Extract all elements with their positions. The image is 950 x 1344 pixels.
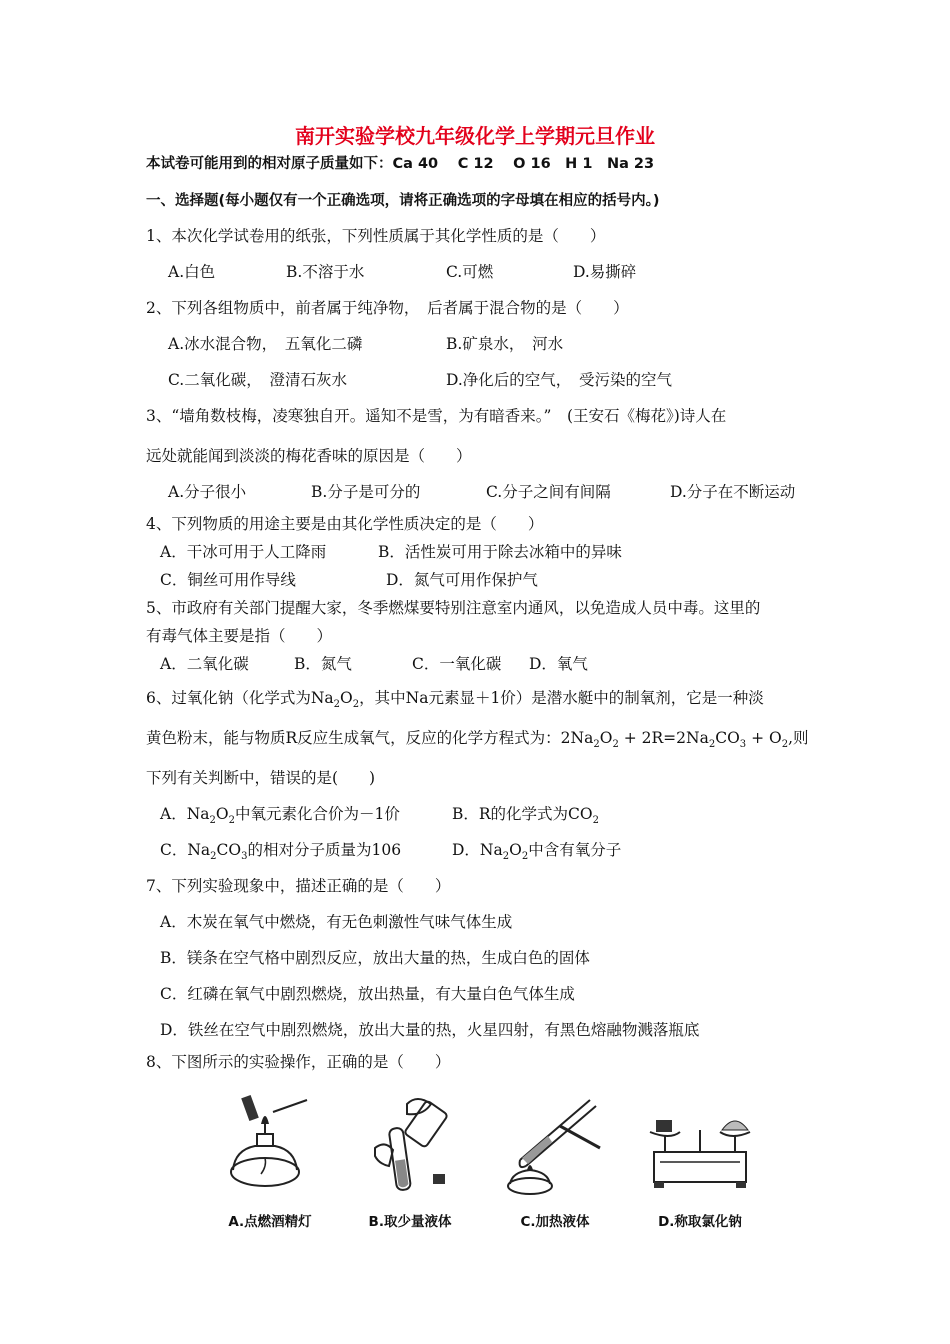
atomic-mass-note: 本试卷可能用到的相对原子质量如下：Ca 40 C 12 O 16 H 1 Na 23 (146, 156, 655, 172)
alcohol-lamp-lighting-icon (215, 1090, 325, 1200)
q8-figure-row (200, 1090, 770, 1240)
q6-stem-line2: 黄色粉末，能与物质R反应生成氧气，反应的化学方程式为：$2Na_2O_2 + 2R=2Na_2CO_3 + O_2$,则 (146, 729, 809, 751)
balance-scale-icon (640, 1090, 760, 1200)
q5-option-d: D．氧气 (529, 655, 588, 673)
q6-stem-line3: 下列有关判断中，错误的是( ) (146, 769, 376, 787)
q2-option-b: B.矿泉水， 河水 (446, 335, 564, 353)
q7-option-c: C．红磷在氧气中剧烈燃烧，放出热量，有大量白色气体生成 (160, 985, 575, 1003)
q6-option-c: C．$Na_2CO_3$的相对分子质量为106 (160, 841, 402, 863)
q4-option-d: D．氮气可用作保护气 (386, 571, 538, 589)
q1-option-d: D.易撕碎 (573, 263, 637, 281)
q5-option-a: A．二氧化碳 (160, 655, 249, 673)
q1-stem: 1、本次化学试卷用的纸张，下列性质属于其化学性质的是（ ） (146, 227, 606, 245)
q4-stem: 4、下列物质的用途主要是由其化学性质决定的是（ ） (146, 515, 544, 533)
q1-option-c: C.可燃 (446, 263, 494, 281)
q6-option-b: B．R的化学式为$CO_2$ (452, 805, 600, 827)
pouring-liquid-icon (355, 1090, 465, 1200)
figure-d-caption: D.称取氯化钠 (658, 1214, 742, 1230)
q7-option-d: D．铁丝在空气中剧烈燃烧，放出大量的热，火星四射，有黑色熔融物溅落瓶底 (160, 1021, 700, 1039)
figure-b (340, 1090, 480, 1240)
q3-option-c: C.分子之间有间隔 (486, 483, 611, 501)
q2-option-c: C.二氧化碳， 澄清石灰水 (168, 371, 347, 389)
q6-stem-line1: 6、过氧化钠（化学式为$Na_2O_2$，其中Na元素显＋1价）是潜水艇中的制氧剂，它是一种淡 (146, 689, 764, 711)
q3-option-b: B.分子是可分的 (311, 483, 421, 501)
page-title: 南开实验学校九年级化学上学期元旦作业 (295, 124, 655, 148)
q8-stem: 8、下图所示的实验操作，正确的是（ ） (146, 1053, 451, 1071)
q7-option-b: B．镁条在空气格中剧烈反应，放出大量的热，生成白色的固体 (160, 949, 590, 967)
heating-test-tube-icon (500, 1090, 610, 1200)
q4-option-c: C．铜丝可用作导线 (160, 571, 296, 589)
q5-option-c: C．一氧化碳 (412, 655, 502, 673)
q3-option-d: D.分子在不断运动 (670, 483, 796, 501)
q1-option-b: B.不溶于水 (286, 263, 365, 281)
section-heading: 一、选择题(每小题仅有一个正确选项，请将正确选项的字母填在相应的括号内。) (146, 193, 660, 209)
q3-stem-line2: 远处就能闻到淡淡的梅花香味的原因是（ ） (146, 447, 472, 465)
q2-option-a: A.冰水混合物， 五氧化二磷 (168, 335, 363, 353)
q6-option-d: D．$Na_2O_2$中含有氧分子 (452, 841, 622, 863)
q2-stem: 2、下列各组物质中，前者属于纯净物， 后者属于混合物的是（ ） (146, 299, 629, 317)
q2-option-d: D.净化后的空气， 受污染的空气 (446, 371, 673, 389)
q3-option-a: A.分子很小 (168, 483, 247, 501)
figure-d (630, 1090, 770, 1240)
q4-option-a: A．干冰可用于人工降雨 (160, 543, 327, 561)
q3-stem-line1: 3、“墙角数枝梅，凌寒独自开。遥知不是雪，为有暗香来。” (王安石《梅花》)诗人在 (146, 407, 727, 425)
q5-stem-line1: 5、市政府有关部门提醒大家，冬季燃煤要特别注意室内通风，以免造成人员中毒。这里的 (146, 599, 761, 617)
q6-option-a: A．$Na_2O_2$中氧元素化合价为－1价 (160, 805, 400, 827)
figure-c-caption: C.加热液体 (520, 1214, 590, 1230)
figure-c (485, 1090, 625, 1240)
q7-stem: 7、下列实验现象中，描述正确的是（ ） (146, 877, 451, 895)
q7-option-a: A．木炭在氧气中燃烧，有无色刺激性气味气体生成 (160, 913, 513, 931)
figure-a (200, 1090, 340, 1240)
q1-option-a: A.白色 (168, 263, 216, 281)
figure-b-caption: B.取少量液体 (368, 1214, 452, 1230)
q5-option-b: B．氮气 (294, 655, 352, 673)
q4-option-b: B．活性炭可用于除去冰箱中的异味 (378, 543, 622, 561)
figure-a-caption: A.点燃酒精灯 (228, 1214, 312, 1230)
q5-stem-line2: 有毒气体主要是指（ ） (146, 627, 333, 645)
